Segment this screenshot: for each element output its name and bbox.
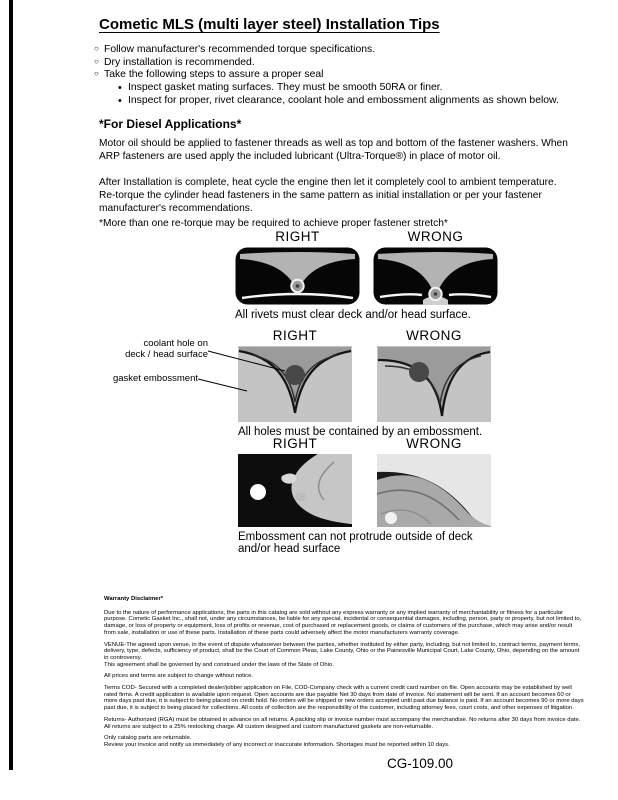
annotation-leader-lines: [198, 344, 298, 399]
venue-paragraph: VENUE-The agreed upon venue, in the event of dispute whatsoever between the parties, whether instituted by either party, including, but not limited to, contract terms, payment terms, delivery, type, defects, sufficiency of product, shall be the Court of Common Pleas, Lake County, Ohio or the Painesville Municipal Court, Lake County, Ohio, depending on the amount in controversy.: [104, 641, 580, 661]
figure-row-protrusion: [238, 436, 491, 555]
annotation-text: deck / head surface: [125, 349, 208, 360]
diesel-paragraph-heat-cycle: After Installation is complete, heat cycle the engine then let it completely cool to ambient temperature. Re-torque the cylinder head fasteners in the same pattern as initial installation or per your fastener manufacturer's recommendations.: [99, 177, 557, 214]
bullet-text: Inspect gasket mating surfaces. They must be smooth 50RA or finer.: [128, 81, 443, 93]
right-label: RIGHT: [275, 229, 320, 244]
circle-bullet-icon: [94, 57, 104, 70]
returns-paragraph: Returns- Authorized (RGA) must be obtained in advance on all returns. A packing slip or invoice number must accompany the merchandise. No returns after 30 days from invoice date. All returns are subject to a 25% restocking charge. All custom designed and custom manufactured gaskets are non-returnable.: [104, 716, 581, 730]
list-item: [94, 95, 574, 109]
scan-edge-bar: [9, 0, 13, 770]
right-label: RIGHT: [272, 328, 318, 343]
figure-rivet-right: [235, 247, 360, 305]
warranty-paragraph: Due to the nature of performance applications, the parts in this catalog are sold without any express warranty or any implied warranty of merchantability or fitness for a particular purpose. Cometic Gasket Inc., shall not, under any circumstances, be liable for any special, incidental or consequential damages, including, person, party or property, but not limited to, damage, or loss of property or equipment, loss of profits or revenue, cost of purchased or replacement goods, or claims of customers of the purchase, which may arise and/or result from sale, installation or use of these parts. Installation of these parts could adversely affect the motor manufacturers warranty coverage.: [104, 609, 582, 636]
list-item: [94, 82, 574, 96]
returnable-line: Only catalog parts are returnable.: [104, 735, 192, 742]
list-item: [94, 57, 574, 70]
install-tips-list: [94, 44, 574, 109]
bullet-text: Inspect for proper, rivet clearance, coolant hole and embossment alignments as shown below.: [128, 95, 559, 107]
figure-protrusion-wrong: [377, 454, 491, 527]
bullet-text: Follow manufacturer's recommended torque specifications.: [104, 44, 376, 55]
circle-bullet-icon: [94, 69, 104, 82]
figure-protrusion-right: [238, 454, 352, 527]
warranty-disclaimer-heading: Warranty Disclaimer*: [104, 596, 164, 602]
figure-images: [235, 247, 498, 305]
figure-labels: [238, 436, 491, 454]
figure-rivet-wrong: [373, 247, 498, 305]
list-item: [94, 69, 574, 82]
page-code: CG-109.00: [387, 756, 454, 771]
retorque-note: *More than one re-torque may be required to achieve proper fastener stretch*: [99, 218, 448, 229]
venue-governing-law-line: This agreement shall be governed by and construed under the laws of the State of Ohio.: [104, 661, 334, 668]
figure-caption-rivets: All rivets must clear deck and/or head surface.: [235, 309, 471, 321]
review-invoice-line: Review your invoice and notify us immediately of any incorrect or inaccurate information. Shortages must be reported within 10 days.: [104, 741, 450, 748]
figure-row-rivets: [235, 229, 498, 321]
disc-bullet-icon: [118, 95, 128, 109]
figure-caption-embossment: All holes must be contained by an embossment.: [238, 426, 483, 438]
right-label: RIGHT: [272, 436, 318, 451]
circle-bullet-icon: [94, 44, 104, 57]
prices-line: All prices and terms are subject to change without notice.: [104, 673, 253, 680]
list-item: [94, 44, 574, 57]
figure-embossment-wrong: [377, 346, 491, 422]
wrong-label: WRONG: [406, 436, 462, 451]
bullet-text: Take the following steps to assure a proper seal: [104, 69, 324, 81]
diesel-applications-heading: *For Diesel Applications*: [99, 117, 242, 131]
bullet-text: Dry installation is recommended.: [104, 56, 255, 68]
figure-caption-protrusion: Embossment can not protrude outside of deck and/or head surface: [238, 531, 473, 555]
wrong-label: WRONG: [407, 229, 464, 244]
disc-bullet-icon: [118, 82, 128, 96]
page-title: Cometic MLS (multi layer steel) Installation Tips: [99, 16, 440, 33]
terms-paragraph: Terms COD- Secured with a completed dealer/jobber application on File, COD-Company check with a current credit card number on file. Open accounts may be established by well rated firms. A credit application is available upon request. Open accounts are due payable Net 30 days from date of invoice. No statement will be sent. If an account becomes 60 or more days past due, it is subject to being placed on credit hold. No orders will be shipped or new orders accepted until past due balance is paid. If an account becomes 90 or more days past due, it is subject to being placed for collections. All costs of collection are the responsibility of the customer, including attorney fees, court costs, and other expenses of litigation.: [104, 685, 584, 712]
annotation-text: coolant hole on: [143, 338, 208, 349]
annotation-coolant-hole: [116, 338, 208, 360]
figure-labels: [235, 229, 498, 247]
legal-text-block: [104, 596, 585, 749]
diesel-paragraph-oil: Motor oil should be applied to fastener threads as well as top and bottom of the fastener washers. When ARP fasteners are used apply the included lubricant (Ultra-Torque®) in place of motor oil.: [99, 138, 568, 162]
wrong-label: WRONG: [406, 328, 462, 343]
figure-images: [238, 454, 491, 527]
annotation-gasket-embossment: gasket embossment: [112, 373, 198, 384]
